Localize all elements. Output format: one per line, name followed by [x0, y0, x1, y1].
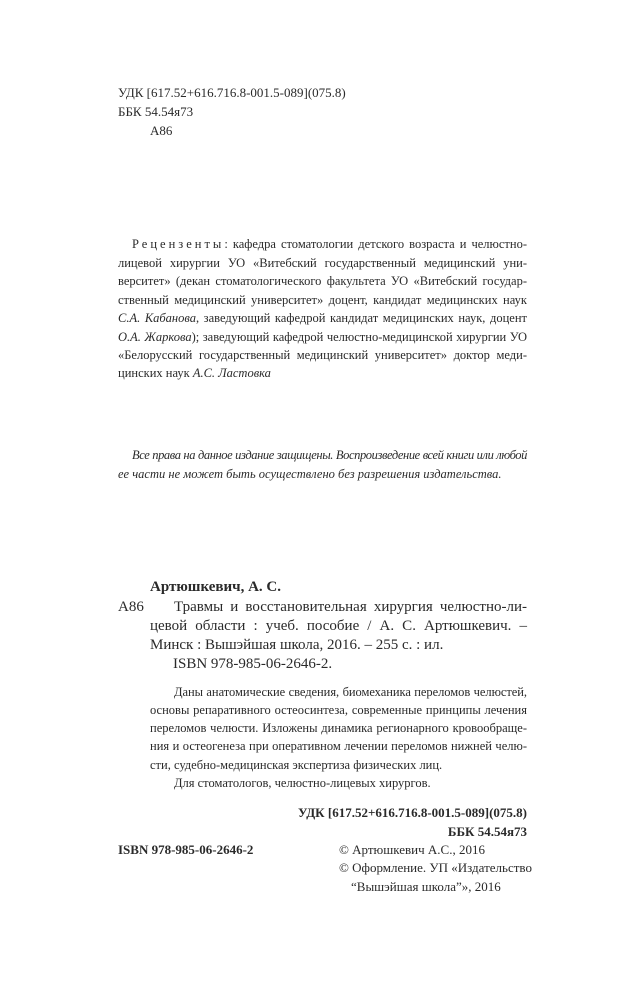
catalog-author: Артюшкевич, А. С. [150, 579, 282, 595]
reviewers-label: Рецензенты [132, 237, 225, 251]
copyright-author: © Артюшкевич А.С., 2016 [339, 842, 485, 857]
reviewer-name: О.А. Жаркова [118, 330, 192, 344]
footer-udk: УДК [617.52+616.716.8-001.5-089](075.8) [298, 805, 527, 820]
reviewer-name: С.А. Кабанова [118, 311, 196, 325]
bbk-code: ББК 54.54я73 [118, 104, 194, 119]
reviewer-name: А.С. Ластовка [192, 366, 271, 380]
copyright-publisher: “Вышэйшая школа”», 2016 [351, 879, 501, 894]
isbn: ISBN 978-985-06-2646-2 [118, 842, 254, 857]
copyright-design: © Оформление. УП «Издательство [339, 860, 532, 875]
author-mark: А86 [150, 123, 173, 138]
udk-code: УДК [617.52+616.716.8-001.5-089](075.8) [118, 85, 346, 100]
catalog-code: А86 [118, 599, 144, 615]
footer-bbk: ББК 54.54я73 [447, 824, 527, 839]
